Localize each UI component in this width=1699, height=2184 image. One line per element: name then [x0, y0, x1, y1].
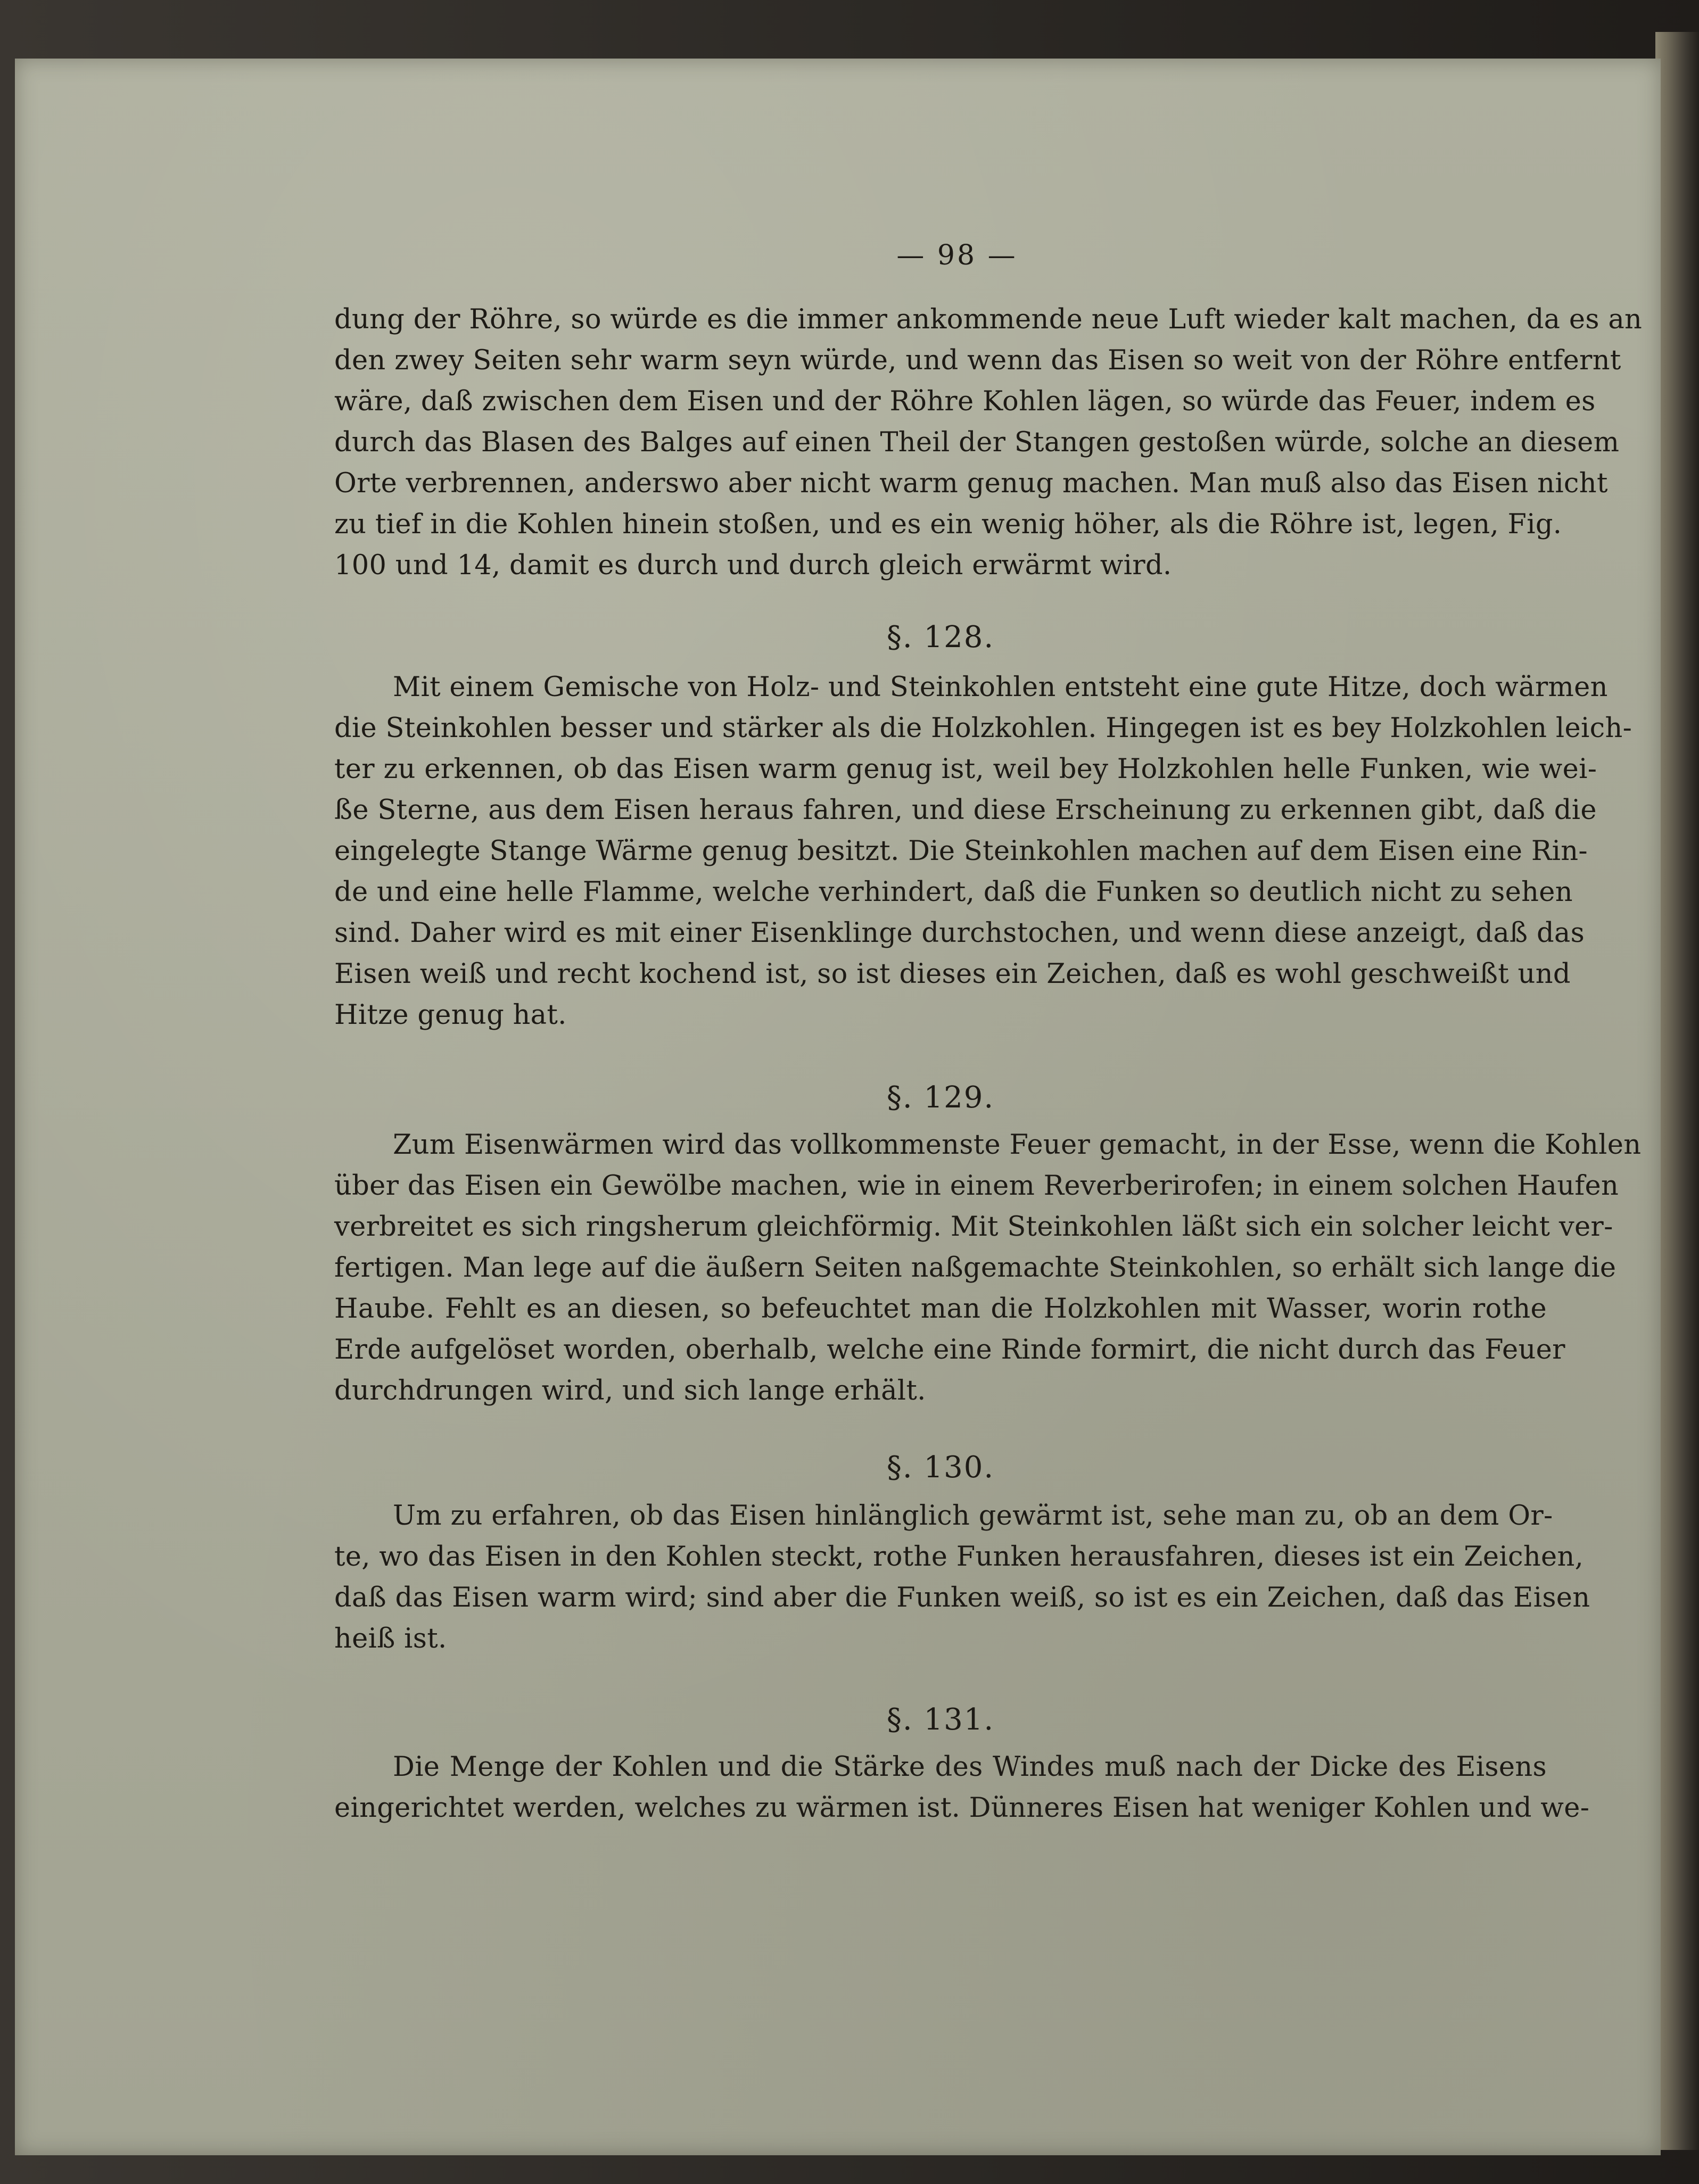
text-line: Zum Eisenwärmen wird das vollkommenste Feuer gemacht, in der Esse, wenn die Kohlen: [393, 1129, 1642, 1161]
paragraph-131: [334, 1747, 1590, 1829]
paper-page: [15, 59, 1661, 2155]
text-line: sind. Daher wird es mit einer Eisenklinge durchstochen, und wenn diese anzeigt, daß das: [334, 917, 1585, 949]
text-line: daß das Eisen warm wird; sind aber die Funken weiß, so ist es ein Zeichen, daß das Eisen: [334, 1582, 1590, 1614]
text-line: durch das Blasen des Balges auf einen Theil der Stangen gestoßen würde, solche an diesem: [334, 427, 1620, 458]
text-line: Um zu erfahren, ob das Eisen hinlänglich gewärmt ist, sehe man zu, ob an dem Or-: [393, 1500, 1553, 1532]
text-line: Die Menge der Kohlen und die Stärke des Windes muß nach der Dicke des Eisens: [393, 1751, 1547, 1783]
text-line: über das Eisen ein Gewölbe machen, wie in einem Reverberirofen; in einem solchen Haufen: [334, 1170, 1619, 1202]
text-line: Hitze genug hat.: [334, 999, 567, 1031]
text-line: Haube. Fehlt es an diesen, so befeuchtet man die Holzkohlen mit Wasser, worin rothe: [334, 1293, 1547, 1325]
text-line: durchdrungen wird, und sich lange erhält.: [334, 1375, 926, 1407]
text-line: die Steinkohlen besser und stärker als die Holzkohlen. Hingegen ist es bey Holzkohlen leich-: [334, 713, 1632, 744]
text-line: te, wo das Eisen in den Kohlen steckt, rothe Funken herausfahren, dieses ist ein Zeichen,: [334, 1541, 1584, 1573]
paragraph-130: [334, 1495, 1590, 1659]
text-line: Erde aufgelöset worden, oberhalb, welche eine Rinde formirt, die nicht durch das Feuer: [334, 1334, 1565, 1366]
section-heading-130: §. 130.: [886, 1450, 995, 1485]
page-edge-shadow: [1655, 32, 1699, 2150]
paragraph-129: [334, 1124, 1642, 1411]
text-line: Eisen weiß und recht kochend ist, so ist dieses ein Zeichen, daß es wohl geschweißt und: [334, 958, 1571, 990]
text-line: 100 und 14, damit es durch und durch gleich erwärmt wird.: [334, 550, 1172, 581]
text-line: ße Sterne, aus dem Eisen heraus fahren, und diese Erscheinung zu erkennen gibt, daß die: [334, 795, 1597, 826]
section-heading-128: §. 128.: [886, 620, 995, 655]
text-line: eingerichtet werden, welches zu wärmen ist. Dünneres Eisen hat weniger Kohlen und we-: [334, 1792, 1590, 1824]
text-line: Orte verbrennen, anderswo aber nicht warm genug machen. Man muß also das Eisen nicht: [334, 468, 1608, 499]
page-content: [15, 59, 1661, 2155]
text-line: heiß ist.: [334, 1623, 447, 1654]
text-line: ter zu erkennen, ob das Eisen warm genug ist, weil bey Holzkohlen helle Funken, wie wei-: [334, 754, 1597, 785]
text-line: verbreitet es sich ringsherum gleichförmig. Mit Steinkohlen läßt sich ein solcher leicht ver-: [334, 1211, 1613, 1243]
text-line: zu tief in die Kohlen hinein stoßen, und es ein wenig höher, als die Röhre ist, legen, Fig.: [334, 509, 1562, 540]
text-line: den zwey Seiten sehr warm seyn würde, und wenn das Eisen so weit von der Röhre entfernt: [334, 345, 1621, 376]
text-line: eingelegte Stange Wärme genug besitzt. Die Steinkohlen machen auf dem Eisen eine Rin-: [334, 835, 1588, 867]
section-heading-129: §. 129.: [886, 1080, 995, 1115]
section-heading-131: §. 131.: [886, 1702, 995, 1737]
paragraph-continuation: [334, 299, 1643, 586]
text-line: dung der Röhre, so würde es die immer ankommende neue Luft wieder kalt machen, da es an: [334, 304, 1643, 335]
text-line: fertigen. Man lege auf die äußern Seiten naßgemachte Steinkohlen, so erhält sich lange die: [334, 1252, 1616, 1284]
paragraph-128: [334, 667, 1632, 1036]
text-line: Mit einem Gemische von Holz- und Steinkohlen entsteht eine gute Hitze, doch wärmen: [393, 672, 1608, 703]
page-number: — 98 —: [896, 239, 1018, 271]
text-line: de und eine helle Flamme, welche verhindert, daß die Funken so deutlich nicht zu sehen: [334, 876, 1573, 908]
text-line: wäre, daß zwischen dem Eisen und der Röhre Kohlen lägen, so würde das Feuer, indem es: [334, 386, 1596, 417]
